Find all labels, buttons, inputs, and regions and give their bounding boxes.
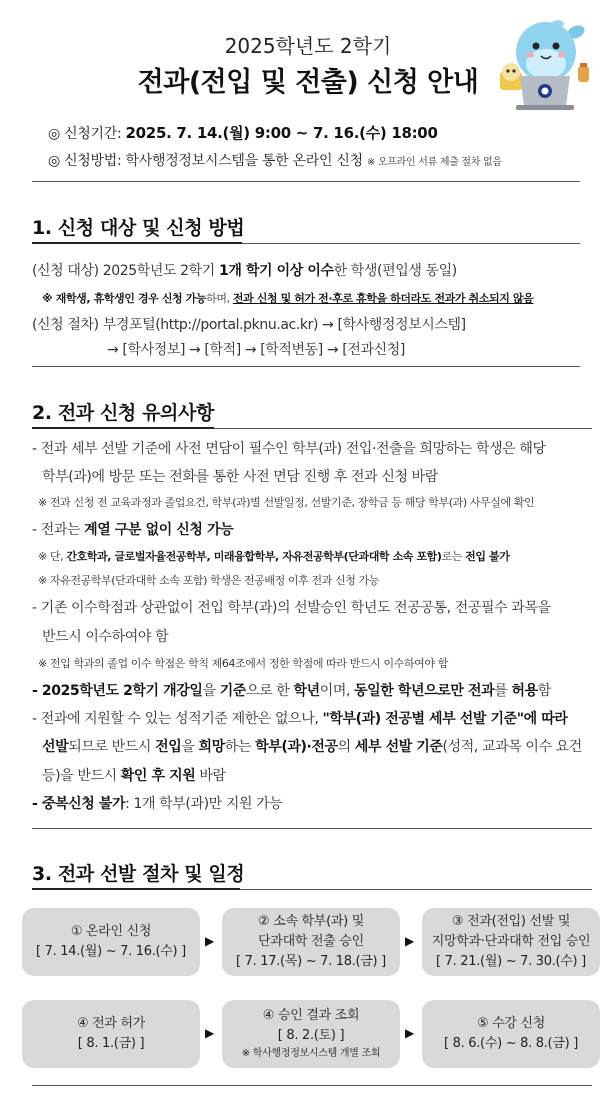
period-label: ◎ 신청기간: [48, 126, 126, 142]
l12-text: 을 [181, 739, 199, 755]
l5-bold1: 간호학과, 글로벌자율전공학부, 미래융합학부, 자유전공학부(단과대학 소속 포함) [66, 550, 442, 563]
notice-line [32, 793, 282, 813]
arrow-right-icon: ▶ [405, 1026, 415, 1040]
notice-line [32, 708, 567, 728]
step-label: ③ 전과(전입) 선발 및 [451, 914, 571, 929]
l10-bold: 허용 [511, 683, 538, 699]
step-label: 지망학과·단과대학 전입 승인 [431, 934, 591, 949]
note-bold: ※ 재학생, 휴학생인 경우 신청 가능 [42, 292, 207, 305]
step-result-inquiry [222, 1000, 400, 1068]
notice-subnote: ※ 자유전공학부(단과대학 소속 포함) 학생은 전공배정 이후 전과 신청 가능 [38, 574, 380, 587]
notice-line: - 전과 세부 선발 기준에 사전 면담이 필수인 학부(과) 전입·전출을 희망하는 학생은 해당 [32, 441, 546, 457]
divider [32, 828, 592, 829]
l4-prefix: - 전과는 [32, 522, 85, 538]
divider [32, 1085, 592, 1086]
target-bold: 1개 학기 이상 이수 [218, 263, 334, 279]
section2-title: 2. 전과 신청 유의사항 [32, 402, 214, 424]
step-dates: [ 8. 2.(토) ] [277, 1028, 345, 1043]
notice-line: 학부(과)에 방문 또는 전화를 통한 사전 면담 진행 후 전과 신청 바람 [42, 469, 438, 485]
l12-bold: 세부 선발 기준 [354, 739, 443, 755]
step-dates: [ 7. 14.(월) ~ 7. 16.(수) ] [36, 944, 186, 959]
step-dates: [ 8. 6.(수) ~ 8. 8.(금) ] [444, 1036, 578, 1051]
application-method [48, 150, 502, 170]
method-value: 학사행정정보시스템을 통한 온라인 신청 [125, 153, 363, 169]
step-note: ※ 학사행정정보시스템 개별 조회 [241, 1048, 381, 1059]
l13-prefix: 등)을 반드시 [42, 768, 121, 784]
l10-bold: 학년 [293, 683, 320, 699]
l11-prefix: - 전과에 지원할 수 있는 성적기준 제한은 없으나, [32, 711, 323, 727]
target-note [42, 290, 533, 306]
l14-bold: - 중복신청 불가 [32, 796, 126, 812]
l12-bold: 전입 [155, 739, 182, 755]
step-label: ⑤ 수강 신청 [476, 1016, 546, 1031]
notice-subnote: ※ 전과 신청 전 교육과정과 졸업요건, 학부(과)별 선발일정, 선발기준, 장학금 등 해당 학부(과) 사무실에 확인 [38, 496, 535, 509]
l10-bold: - 2025학년도 2학기 개강일 [32, 683, 203, 699]
method-note: ※ 오프라인 서류 제출 절차 없음 [366, 157, 502, 168]
l14-suffix: : 1개 학부(과)만 지원 가능 [125, 796, 283, 812]
l11-bold: "학부(과) 전공별 세부 선발 기준"에 따라 [322, 711, 568, 727]
notice-line: - 기존 이수학점과 상관없이 전입 학부(과)의 선발승인 학년도 전공공통, 전공필수 과목을 [32, 600, 551, 616]
step-transfer-permission [22, 1000, 200, 1068]
step-dates: [ 8. 1.(금) ] [77, 1036, 145, 1051]
period-value: 2025. 7. 14.(월) 9:00 ~ 7. 16.(수) 18:00 [125, 124, 438, 142]
procedure-line-1: (신청 절차) 부경포털(http://portal.pknu.ac.kr) → [학사행정정보시스템] [32, 317, 466, 333]
l10-bold: 기준 [219, 683, 246, 699]
arrow-right-icon: ▶ [205, 934, 215, 948]
l12-bold: 선발 [42, 739, 69, 755]
l12-bold: 학부(과)·전공 [255, 739, 338, 755]
l13-bold: 확인 후 지원 [120, 768, 196, 784]
target-prefix: (신청 대상) 2025학년도 2학기 [32, 263, 219, 279]
section2-underline [32, 427, 214, 429]
notice-line [32, 519, 233, 539]
divider [32, 181, 580, 182]
l12-text: (성적, 교과목 이수 요건 [442, 739, 582, 755]
divider [32, 366, 580, 367]
l10-bold: 동일한 학년으로만 전과 [354, 683, 495, 699]
header [0, 0, 616, 120]
arrow-right-icon: ▶ [405, 934, 415, 948]
l10-text: 를 [494, 683, 512, 699]
notice-line: 반드시 이수하여야 함 [42, 629, 169, 645]
step-label: ④ 승인 결과 조회 [262, 1008, 360, 1023]
step-transfer-out-approval [222, 908, 400, 976]
page-title: 전과(전입 및 전출) 신청 안내 [137, 67, 479, 98]
notice-subnote: ※ 전입 학과의 졸업 이수 학점은 학칙 제64조에서 정한 학점에 따라 반드시 이수하여야 함 [38, 657, 448, 670]
target-line [32, 260, 457, 280]
page-subtitle: 2025학년도 2학기 [224, 34, 392, 58]
l10-text: 으로 한 [245, 683, 294, 699]
note-mid: 하며, [206, 292, 233, 305]
arrow-right-icon: ▶ [205, 1026, 215, 1040]
section3-title: 3. 전과 선발 절차 및 일정 [32, 863, 245, 885]
application-period [48, 122, 438, 143]
step-label: ① 온라인 신청 [70, 924, 152, 939]
step-label: ② 소속 학부(과) 및 [258, 914, 364, 929]
l10-text: 이며, [319, 683, 355, 699]
section3-underline [32, 888, 240, 890]
step-course-registration [422, 1000, 600, 1068]
notice-line [42, 736, 582, 756]
l5-bold2: 전입 불가 [465, 550, 510, 563]
l12-text: 하는 [224, 739, 256, 755]
l4-bold: 계열 구분 없이 신청 가능 [84, 522, 234, 538]
step-label: ④ 전과 허가 [76, 1016, 146, 1031]
notice-subnote [38, 548, 509, 564]
l5-mid: 로는 [441, 550, 466, 563]
l12-bold: 희망 [198, 739, 225, 755]
whale-mascot-icon [496, 10, 592, 118]
notice-line [42, 765, 226, 785]
step-label: 단과대학 전출 승인 [258, 934, 364, 949]
section1-underline [32, 242, 242, 244]
step-dates: [ 7. 17.(목) ~ 7. 18.(금) ] [236, 954, 386, 969]
l10-text: 을 [202, 683, 220, 699]
step-online-application [22, 908, 200, 976]
l12-text: 되므로 반드시 [68, 739, 156, 755]
method-label: ◎ 신청방법: [48, 153, 126, 169]
procedure-line-2: → [학사정보] → [학적] → [학적변동] → [전과신청] [107, 342, 405, 358]
step-dates: [ 7. 21.(월) ~ 7. 30.(수) ] [436, 954, 586, 969]
l12-text: 의 [337, 739, 355, 755]
note-underline: 전과 신청 및 허가 전·후로 휴학을 하더라도 전과가 취소되지 않음 [232, 292, 534, 305]
target-suffix: 한 학생(편입생 동일) [333, 263, 457, 279]
step-transfer-in-selection [422, 908, 600, 976]
l10-text: 함 [537, 683, 551, 699]
l5-prefix: ※ 단, [38, 550, 67, 563]
notice-line [32, 680, 551, 700]
l13-suffix: 바람 [195, 768, 226, 784]
section1-title: 1. 신청 대상 및 신청 방법 [32, 217, 245, 239]
